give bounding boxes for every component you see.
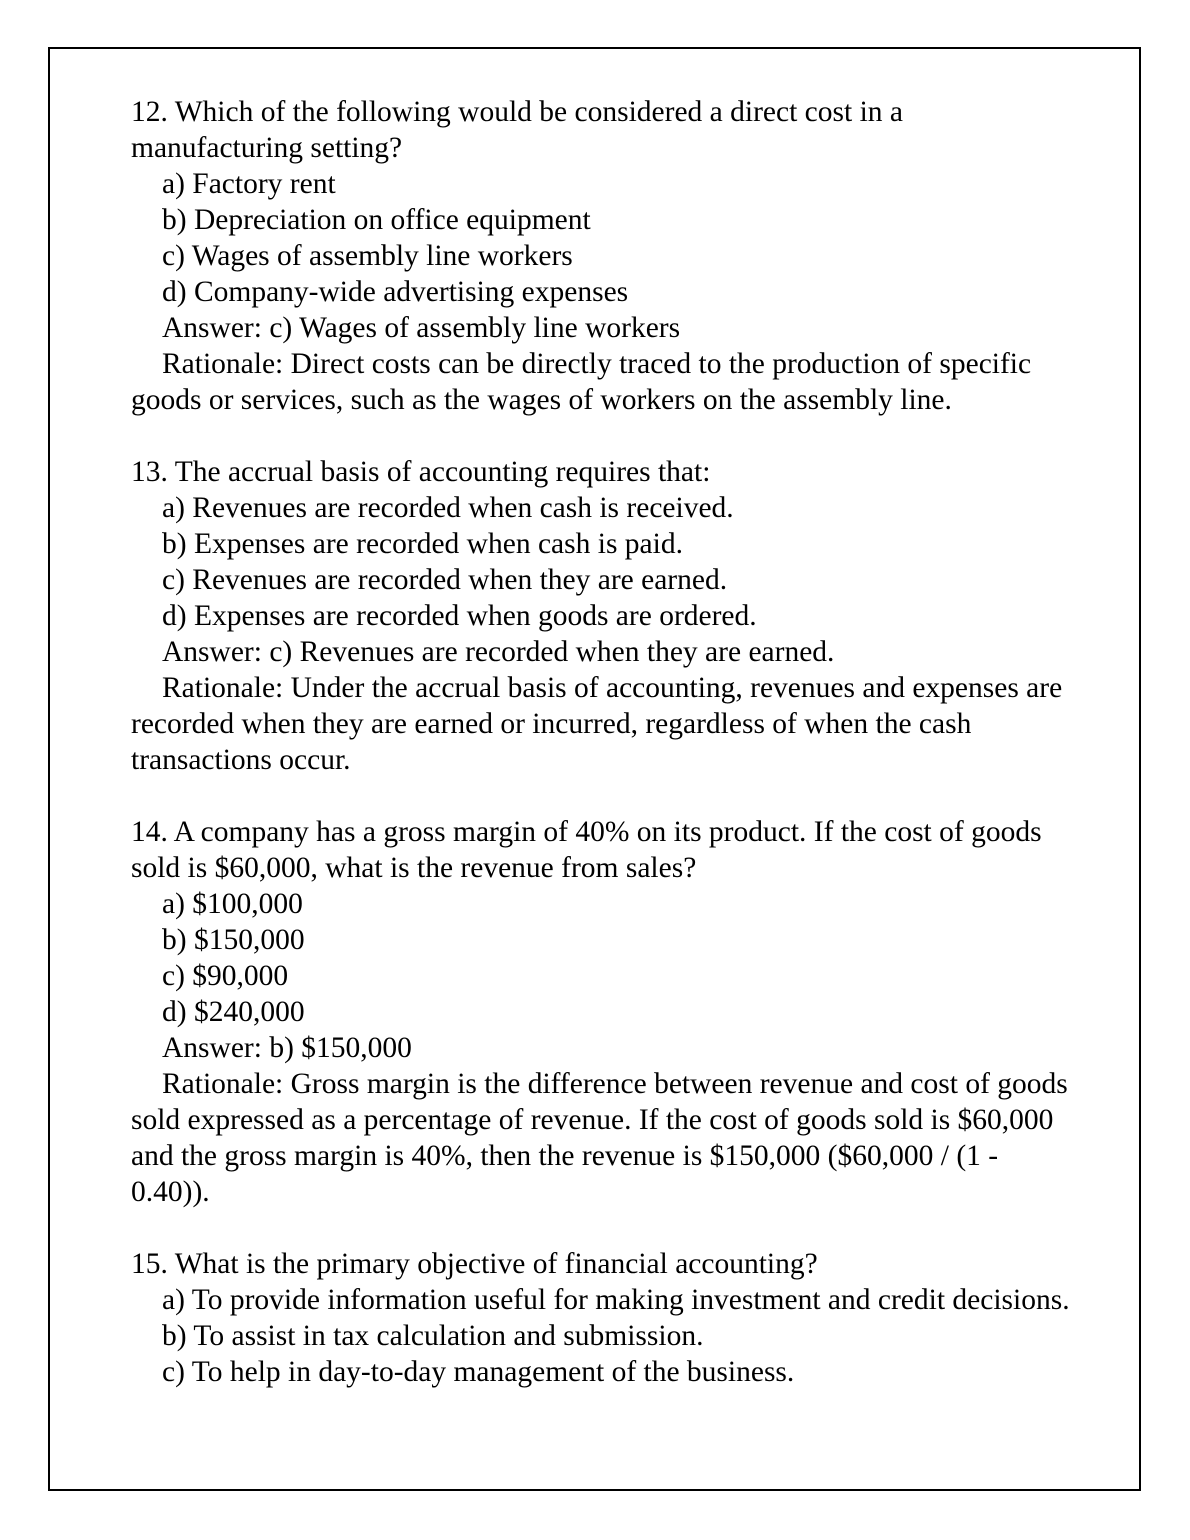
document-body [131, 94, 1071, 1426]
answer: Answer: b) $150,000 [162, 1032, 412, 1064]
rationale: Rationale: Gross margin is the difference between revenue and cost of goods sold expressed as a percentage of revenue. If the cost of goods sold is $60,000 and the gross margin is 40%, then the revenue is $150,000 ($60,000 / (1 - 0.40)). [131, 1068, 1068, 1208]
option-c: c) $90,000 [162, 960, 289, 992]
option-b: b) $150,000 [162, 924, 305, 956]
option-a: a) $100,000 [162, 888, 303, 920]
question-14 [131, 814, 1071, 1210]
option-d: d) Company-wide advertising expenses [162, 276, 629, 308]
rationale: Rationale: Direct costs can be directly traced to the production of specific goods or services, such as the wages of workers on the assembly line. [131, 348, 1032, 416]
answer: Answer: c) Revenues are recorded when they are earned. [162, 636, 835, 668]
option-b: b) Expenses are recorded when cash is paid. [162, 528, 683, 560]
option-d: d) $240,000 [162, 996, 305, 1028]
question-15 [131, 1246, 1071, 1390]
option-a: a) Factory rent [162, 168, 336, 200]
question-stem: 15. What is the primary objective of financial accounting? [131, 1248, 818, 1280]
option-b: b) To assist in tax calculation and submission. [162, 1320, 704, 1352]
question-stem: 12. Which of the following would be considered a direct cost in a manufacturing setting? [131, 96, 903, 164]
option-d: d) Expenses are recorded when goods are ordered. [162, 600, 757, 632]
question-stem: 13. The accrual basis of accounting requires that: [131, 456, 711, 488]
option-a: a) Revenues are recorded when cash is received. [162, 492, 734, 524]
answer: Answer: c) Wages of assembly line workers [162, 312, 681, 344]
option-b: b) Depreciation on office equipment [162, 204, 591, 236]
option-c: c) To help in day-to-day management of the business. [162, 1356, 795, 1388]
option-a: a) To provide information useful for making investment and credit decisions. [162, 1284, 1070, 1316]
question-stem: 14. A company has a gross margin of 40% on its product. If the cost of goods sold is $60,000, what is the revenue from sales? [131, 816, 1042, 884]
question-12 [131, 94, 1071, 418]
option-c: c) Wages of assembly line workers [162, 240, 573, 272]
question-13 [131, 454, 1071, 778]
option-c: c) Revenues are recorded when they are earned. [162, 564, 728, 596]
rationale: Rationale: Under the accrual basis of accounting, revenues and expenses are recorded when they are earned or incurred, regardless of when the cash transactions occur. [131, 672, 1063, 776]
